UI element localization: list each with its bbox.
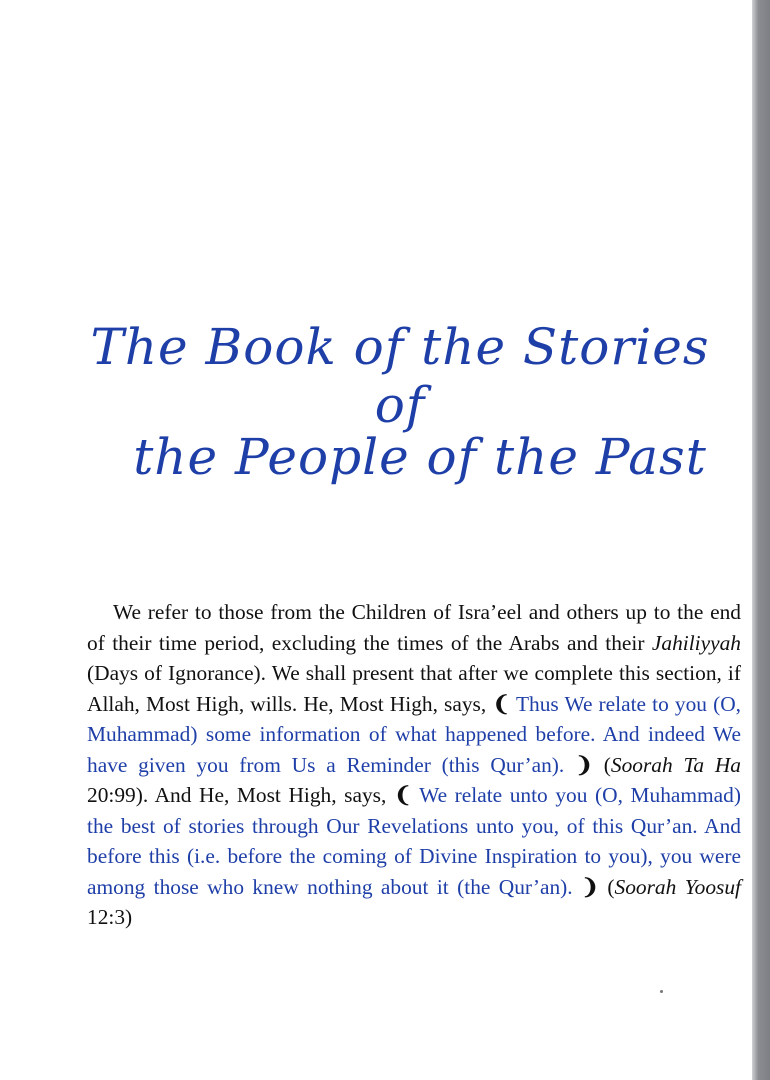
citation-open: (	[592, 752, 611, 777]
verse-close-bracket: ❩	[575, 752, 593, 777]
page-edge-shadow	[752, 0, 770, 1080]
intro-text: We refer to those from the Children of Isra’eel and others up to the end of their time period, excluding the times of the Arabs and their	[87, 600, 741, 655]
verse-close-bracket-2: ❩	[581, 874, 599, 899]
chapter-title-line-1: The Book of the Stories of	[90, 318, 710, 434]
citation-text: 20:99). And He, Most High, says,	[87, 783, 394, 807]
citation-open-2: (	[598, 874, 615, 899]
citation-surah-ta-ha: Soorah Ta Ha	[610, 752, 741, 777]
term-jahiliyyah: Jahiliyyah	[651, 630, 741, 655]
intro-text-continued: (Days of Ignorance). We shall present that after we complete this section, if Allah, Most High, wills. He, Most High, says,	[87, 661, 741, 716]
verse-open-bracket: ❨	[492, 691, 511, 716]
chapter-title-line-2: the People of the Past	[133, 428, 707, 486]
citation-text-2: 12:3)	[87, 905, 133, 929]
verse-quote-2: We relate unto you (O, Muhammad) the best of stories through Our Revelations unto you, of this Qur’an. And before this (i.e. before the coming of Divine Inspiration to you), you were among those who knew nothing about it (the Qur’an).	[87, 783, 741, 899]
citation-surah-yoosuf: Soorah Yoosuf	[614, 874, 741, 899]
verse-quote-1: Thus We relate to you (O, Muhammad) some information of what happened before. And indeed We have given you from Us a Reminder (this Qur’an).	[87, 691, 741, 777]
verse-open-bracket-2: ❨	[393, 783, 412, 807]
speck-mark	[660, 990, 663, 993]
body-paragraph	[87, 597, 741, 933]
